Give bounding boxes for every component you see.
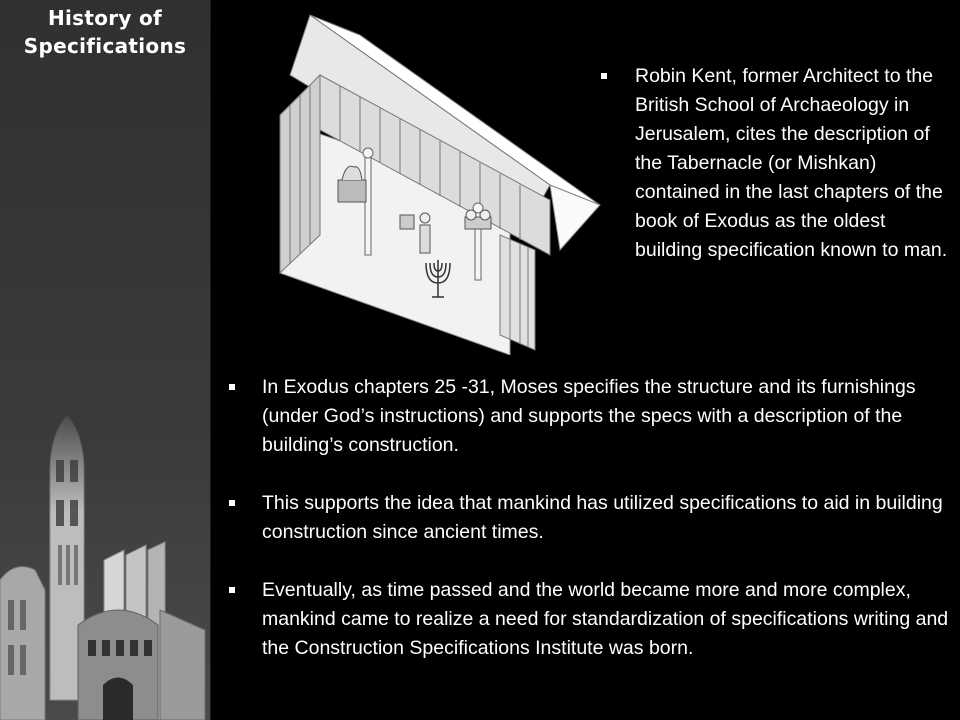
bullet-item — [228, 373, 953, 460]
slide-title — [0, 4, 210, 60]
square-bullet-icon — [601, 73, 607, 79]
bullet-item — [228, 576, 953, 663]
bullet-text: This supports the idea that mankind has utilized specifications to aid in building construction since ancient times. — [262, 492, 943, 543]
slide-title-line-2: Specifications — [23, 34, 187, 58]
slide-title-line-1: History of — [47, 6, 163, 30]
city-skyline-illustration — [0, 400, 210, 720]
main-bullet-list — [228, 373, 953, 692]
square-bullet-icon — [229, 587, 235, 593]
bullet-item — [228, 489, 953, 547]
bullet-text: In Exodus chapters 25 -31, Moses specifies the structure and its furnishings (under God’s instructions) and supports the specs with a description of the building’s construction. — [262, 376, 916, 456]
square-bullet-icon — [229, 500, 235, 506]
intro-bullet-list — [600, 62, 950, 265]
bullet-text: Eventually, as time passed and the world became more and more complex, mankind came to realize a need for standardization of specifications writing and the Construction Specifications Institute was born. — [262, 579, 949, 659]
sidebar — [0, 0, 211, 720]
intro-bullet-text: Robin Kent, former Architect to the British School of Archaeology in Jerusalem, cites the description of the Tabernacle (or Mishkan) contained in the last chapters of the book of Exodus as the oldest building specification known to man. — [635, 65, 948, 261]
tabernacle-illustration — [250, 5, 620, 355]
intro-bullet-item — [600, 62, 950, 265]
square-bullet-icon — [229, 384, 235, 390]
